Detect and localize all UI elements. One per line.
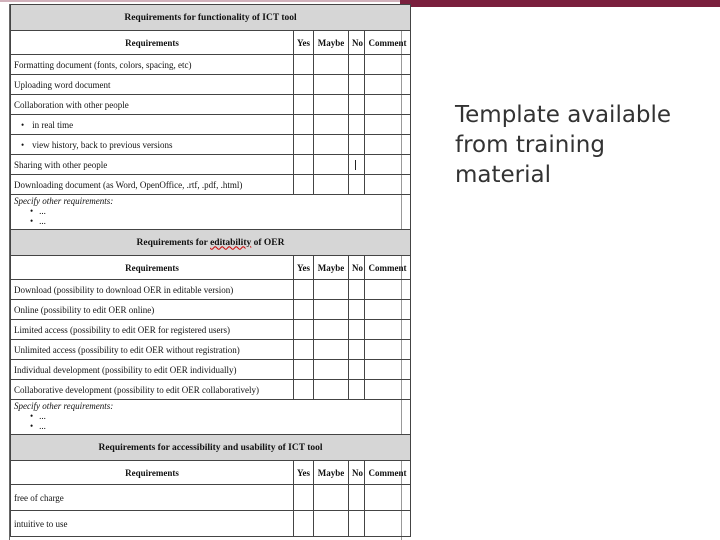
no-cell[interactable]	[349, 320, 365, 340]
table-row	[11, 380, 411, 400]
specify-item: • ...	[14, 421, 407, 431]
table-row	[11, 340, 411, 360]
no-cell[interactable]	[349, 75, 365, 95]
comment-cell[interactable]	[365, 95, 411, 115]
maybe-cell[interactable]	[314, 340, 349, 360]
comment-cell[interactable]	[365, 75, 411, 95]
yes-cell[interactable]	[294, 55, 314, 75]
requirement-label: Collaborative development (possibility to edit OER collaboratively)	[11, 380, 294, 400]
col-comment: Comment	[365, 461, 411, 485]
table-row	[11, 115, 411, 135]
table-row	[11, 135, 411, 155]
comment-cell[interactable]	[365, 360, 411, 380]
title-part: of OER	[251, 237, 285, 248]
comment-cell[interactable]	[365, 340, 411, 360]
maybe-cell[interactable]	[314, 95, 349, 115]
no-cell[interactable]	[349, 380, 365, 400]
section-title-editability	[11, 230, 411, 256]
table-row	[11, 485, 411, 511]
requirement-sub-label: • view history, back to previous versions	[11, 135, 294, 155]
no-cell[interactable]	[349, 485, 365, 511]
col-no: No	[349, 461, 365, 485]
no-cell[interactable]	[349, 115, 365, 135]
requirement-label: Formatting document (fonts, colors, spacing, etc)	[11, 55, 294, 75]
col-comment: Comment	[365, 256, 411, 280]
maybe-cell[interactable]	[314, 155, 349, 175]
yes-cell[interactable]	[294, 380, 314, 400]
comment-cell[interactable]	[365, 485, 411, 511]
yes-cell[interactable]	[294, 280, 314, 300]
table-row	[11, 55, 411, 75]
no-cell[interactable]	[349, 175, 365, 195]
requirement-label: Download (possibility to download OER in editable version)	[11, 280, 294, 300]
no-cell[interactable]	[349, 340, 365, 360]
col-yes: Yes	[294, 461, 314, 485]
table-row	[11, 511, 411, 537]
section-title-text	[11, 230, 411, 256]
col-maybe: Maybe	[314, 256, 349, 280]
requirement-label: Unlimited access (possibility to edit OER without registration)	[11, 340, 294, 360]
comment-cell[interactable]	[365, 175, 411, 195]
no-cell[interactable]	[349, 95, 365, 115]
requirements-template-document	[9, 4, 407, 540]
top-accent-line	[0, 0, 400, 2]
specify-other-row	[11, 195, 411, 230]
maybe-cell[interactable]	[314, 485, 349, 511]
comment-cell[interactable]	[365, 280, 411, 300]
maybe-cell[interactable]	[314, 320, 349, 340]
table-row	[11, 360, 411, 380]
requirement-label: Online (possibility to edit OER online)	[11, 300, 294, 320]
table-row	[11, 155, 411, 175]
top-accent-bar	[400, 0, 720, 7]
requirement-label: Uploading word document	[11, 75, 294, 95]
comment-cell[interactable]	[365, 135, 411, 155]
section-title-accessibility	[11, 435, 411, 461]
yes-cell[interactable]	[294, 175, 314, 195]
yes-cell[interactable]	[294, 75, 314, 95]
requirements-table	[10, 4, 411, 537]
table-row	[11, 75, 411, 95]
section-title-functionality	[11, 5, 411, 31]
specify-other-cell[interactable]	[11, 400, 411, 435]
yes-cell[interactable]	[294, 340, 314, 360]
col-maybe: Maybe	[314, 461, 349, 485]
requirement-label: Downloading document (as Word, OpenOffice, .rtf, .pdf, .html)	[11, 175, 294, 195]
section-title-text: Requirements for accessibility and usability of ICT tool	[11, 435, 411, 461]
requirement-label: Limited access (possibility to edit OER for registered users)	[11, 320, 294, 340]
yes-cell[interactable]	[294, 155, 314, 175]
requirement-label: Individual development (possibility to edit OER individually)	[11, 360, 294, 380]
col-yes: Yes	[294, 256, 314, 280]
specify-item: • ...	[14, 206, 407, 216]
specify-other-cell[interactable]	[11, 195, 411, 230]
maybe-cell[interactable]	[314, 300, 349, 320]
text-cursor	[355, 160, 356, 170]
yes-cell[interactable]	[294, 135, 314, 155]
comment-cell[interactable]	[365, 511, 411, 537]
requirement-label: Collaboration with other people	[11, 95, 294, 115]
column-header-row	[11, 461, 411, 485]
table-row	[11, 95, 411, 115]
no-cell[interactable]	[349, 280, 365, 300]
title-part-underlined: editability	[210, 237, 252, 248]
maybe-cell[interactable]	[314, 135, 349, 155]
maybe-cell[interactable]	[314, 55, 349, 75]
no-cell[interactable]	[349, 135, 365, 155]
maybe-cell[interactable]	[314, 280, 349, 300]
specify-other-label: Specify other requirements:	[14, 196, 114, 206]
col-yes: Yes	[294, 31, 314, 55]
yes-cell[interactable]	[294, 360, 314, 380]
yes-cell[interactable]	[294, 511, 314, 537]
comment-cell[interactable]	[365, 115, 411, 135]
comment-cell[interactable]	[365, 380, 411, 400]
specify-other-label: Specify other requirements:	[14, 401, 114, 411]
yes-cell[interactable]	[294, 95, 314, 115]
col-requirements: Requirements	[11, 461, 294, 485]
column-header-row	[11, 31, 411, 55]
col-no: No	[349, 31, 365, 55]
yes-cell[interactable]	[294, 300, 314, 320]
table-row	[11, 280, 411, 300]
table-row	[11, 300, 411, 320]
requirement-label: Sharing with other people	[11, 155, 294, 175]
no-cell[interactable]	[349, 155, 365, 175]
requirement-label: free of charge	[11, 485, 294, 511]
maybe-cell[interactable]	[314, 115, 349, 135]
no-cell[interactable]	[349, 360, 365, 380]
maybe-cell[interactable]	[314, 175, 349, 195]
no-cell[interactable]	[349, 300, 365, 320]
specify-item: • ...	[14, 216, 407, 226]
side-caption: Template available from training material	[455, 102, 672, 188]
comment-cell[interactable]	[365, 155, 411, 175]
no-cell[interactable]	[349, 55, 365, 75]
col-requirements: Requirements	[11, 31, 294, 55]
section-title-text: Requirements for functionality of ICT tool	[11, 5, 411, 31]
requirement-sub-label: • in real time	[11, 115, 294, 135]
maybe-cell[interactable]	[314, 511, 349, 537]
col-comment: Comment	[365, 31, 411, 55]
comment-cell[interactable]	[365, 300, 411, 320]
specify-item: • ...	[14, 411, 407, 421]
table-row	[11, 320, 411, 340]
col-no: No	[349, 256, 365, 280]
comment-cell[interactable]	[365, 55, 411, 75]
title-part: Requirements for	[136, 237, 211, 248]
column-header-row	[11, 256, 411, 280]
maybe-cell[interactable]	[314, 75, 349, 95]
yes-cell[interactable]	[294, 115, 314, 135]
maybe-cell[interactable]	[314, 380, 349, 400]
col-requirements: Requirements	[11, 256, 294, 280]
yes-cell[interactable]	[294, 485, 314, 511]
yes-cell[interactable]	[294, 320, 314, 340]
comment-cell[interactable]	[365, 320, 411, 340]
table-row	[11, 175, 411, 195]
specify-other-row	[11, 400, 411, 435]
requirement-label: intuitive to use	[11, 511, 294, 537]
col-maybe: Maybe	[314, 31, 349, 55]
no-cell[interactable]	[349, 511, 365, 537]
maybe-cell[interactable]	[314, 360, 349, 380]
